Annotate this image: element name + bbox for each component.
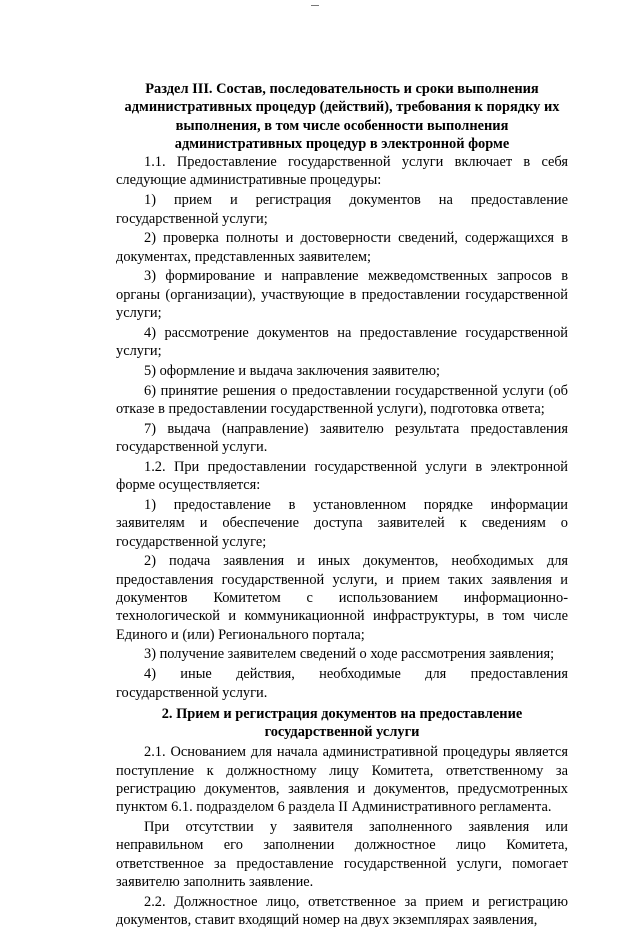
paragraph: 1.1. Предоставление государственной услуги включает в себя следующие административные процедуры: bbox=[116, 154, 568, 189]
paragraph: 2.1. Основанием для начала административной процедуры является поступление к должностному лицу Комитета, ответственному за регистрацию документов, заявления и документов, предусмотренных пунктом 6.1. подразделом 6 раздела II Административного регламента. bbox=[116, 744, 568, 816]
list-item: 2) проверка полноты и достоверности сведений, содержащихся в документах, представленных заявителем; bbox=[116, 230, 568, 265]
paragraph: 2.2. Должностное лицо, ответственное за прием и регистрацию документов, ставит входящий номер на двух экземплярах заявления, bbox=[116, 893, 568, 929]
list-item: 5) оформление и выдача заключения заявителю; bbox=[144, 362, 440, 379]
list-item: 4) рассмотрение документов на предоставление государственной услуги; bbox=[116, 324, 568, 360]
section-heading: Раздел III. Состав, последовательность и сроки выполнения административных процедур (действий), требования к порядку их выполнения, в том числе особенности выполнения административных процедур в электронной форме bbox=[124, 81, 560, 152]
list-item: 2) подача заявления и иных документов, необходимых для предоставления государственной услуги, и прием таких заявления и документов Комитетом с использованием информационно-технологической и коммуникационной инфраструктуры, в том числе Единого и (или) Регионального портала; bbox=[116, 553, 568, 643]
list-item: 6) принятие решения о предоставлении государственной услуги (об отказе в предоставлении государственной услуги), подготовка ответа; bbox=[116, 382, 568, 418]
list-item: 7) выдача (направление) заявителю результата предоставления государственной услуги. bbox=[116, 420, 568, 456]
paragraph: 1.2. При предоставлении государственной услуги в электронной форме осуществляется: bbox=[116, 458, 568, 494]
list-item: 4) иные действия, необходимые для предоставления государственной услуги. bbox=[116, 666, 568, 701]
list-item: 1) предоставление в установленном порядке информации заявителям и обеспечение доступа заявителей к сведениям о государственной услуге; bbox=[116, 497, 568, 550]
paragraph: При отсутствии у заявителя заполненного заявления или неправильном его заполнении должностное лицо Комитета, ответственное за предоставление государственной услуги, помогает заявителю заполнить заявление. bbox=[116, 819, 568, 890]
list-item: 1) прием и регистрация документов на предоставление государственной услуги; bbox=[116, 192, 568, 227]
list-item: 3) получение заявителем сведений о ходе рассмотрения заявления; bbox=[144, 646, 555, 663]
document-body bbox=[116, 80, 568, 931]
subsection-heading: 2. Прием и регистрация документов на предоставление государственной услуги bbox=[161, 705, 523, 741]
list-item: 3) формирование и направление межведомственных запросов в органы (организации), участвующие в предоставлении государственной услуги; bbox=[116, 268, 568, 322]
page-top-mark bbox=[311, 5, 319, 6]
